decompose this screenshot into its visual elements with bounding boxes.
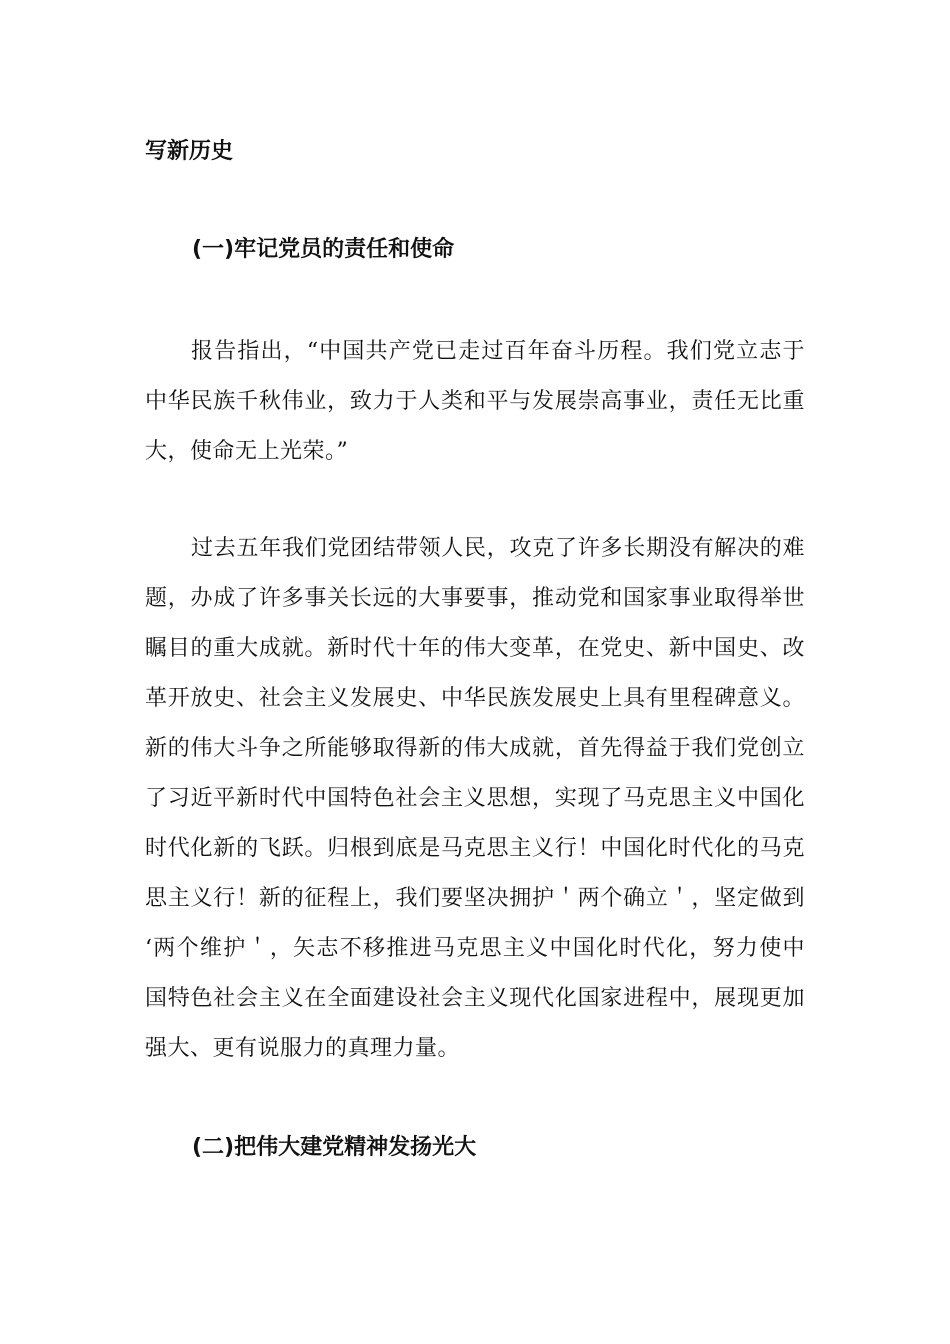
section-1-paragraph-1	[145, 327, 805, 477]
section-1-paragraph-2	[145, 524, 805, 1074]
paragraph-line: 了习近平新时代中国特色社会主义思想，实现了马克思主义中国化	[145, 786, 805, 811]
paragraph-line: 大，使命无上光荣。”	[145, 439, 349, 464]
continued-heading: 写新历史	[145, 139, 234, 164]
paragraph-line: 题，办成了许多事关长远的大事要事，推动党和国家事业取得举世	[145, 586, 805, 611]
paragraph-line: 中华民族千秋伟业，致力于人类和平与发展崇高事业，责任无比重	[145, 389, 805, 414]
paragraph-line: 革开放史、社会主义发展史、中华民族发展史上具有里程碑意义。	[145, 686, 805, 711]
paragraph-line: 思主义行！新的征程上，我们要坚决拥护＇两个确立＇，坚定做到	[145, 886, 805, 911]
section-2-heading: (二)把伟大建党精神发扬光大	[192, 1135, 477, 1160]
paragraph-line: ‘两个维护＇，矢志不移推进马克思主义中国化时代化，努力使中	[145, 936, 805, 961]
paragraph-line: 新的伟大斗争之所能够取得新的伟大成就，首先得益于我们党创立	[145, 736, 805, 761]
section-1-heading: (一)牢记党员的责任和使命	[192, 237, 455, 262]
paragraph-line: 强大、更有说服力的真理力量。	[145, 1036, 461, 1061]
paragraph-line: 报告指出，“中国共产党已走过百年奋斗历程。我们党立志于	[191, 339, 805, 364]
paragraph-line: 瞩目的重大成就。新时代十年的伟大变革，在党史、新中国史、改	[145, 636, 805, 661]
paragraph-line: 时代化新的飞跃。归根到底是马克思主义行！中国化时代化的马克	[145, 836, 805, 861]
paragraph-line: 国特色社会主义在全面建设社会主义现代化国家进程中，展现更加	[145, 986, 805, 1011]
paragraph-line: 过去五年我们党团结带领人民，攻克了许多长期没有解决的难	[191, 536, 805, 561]
